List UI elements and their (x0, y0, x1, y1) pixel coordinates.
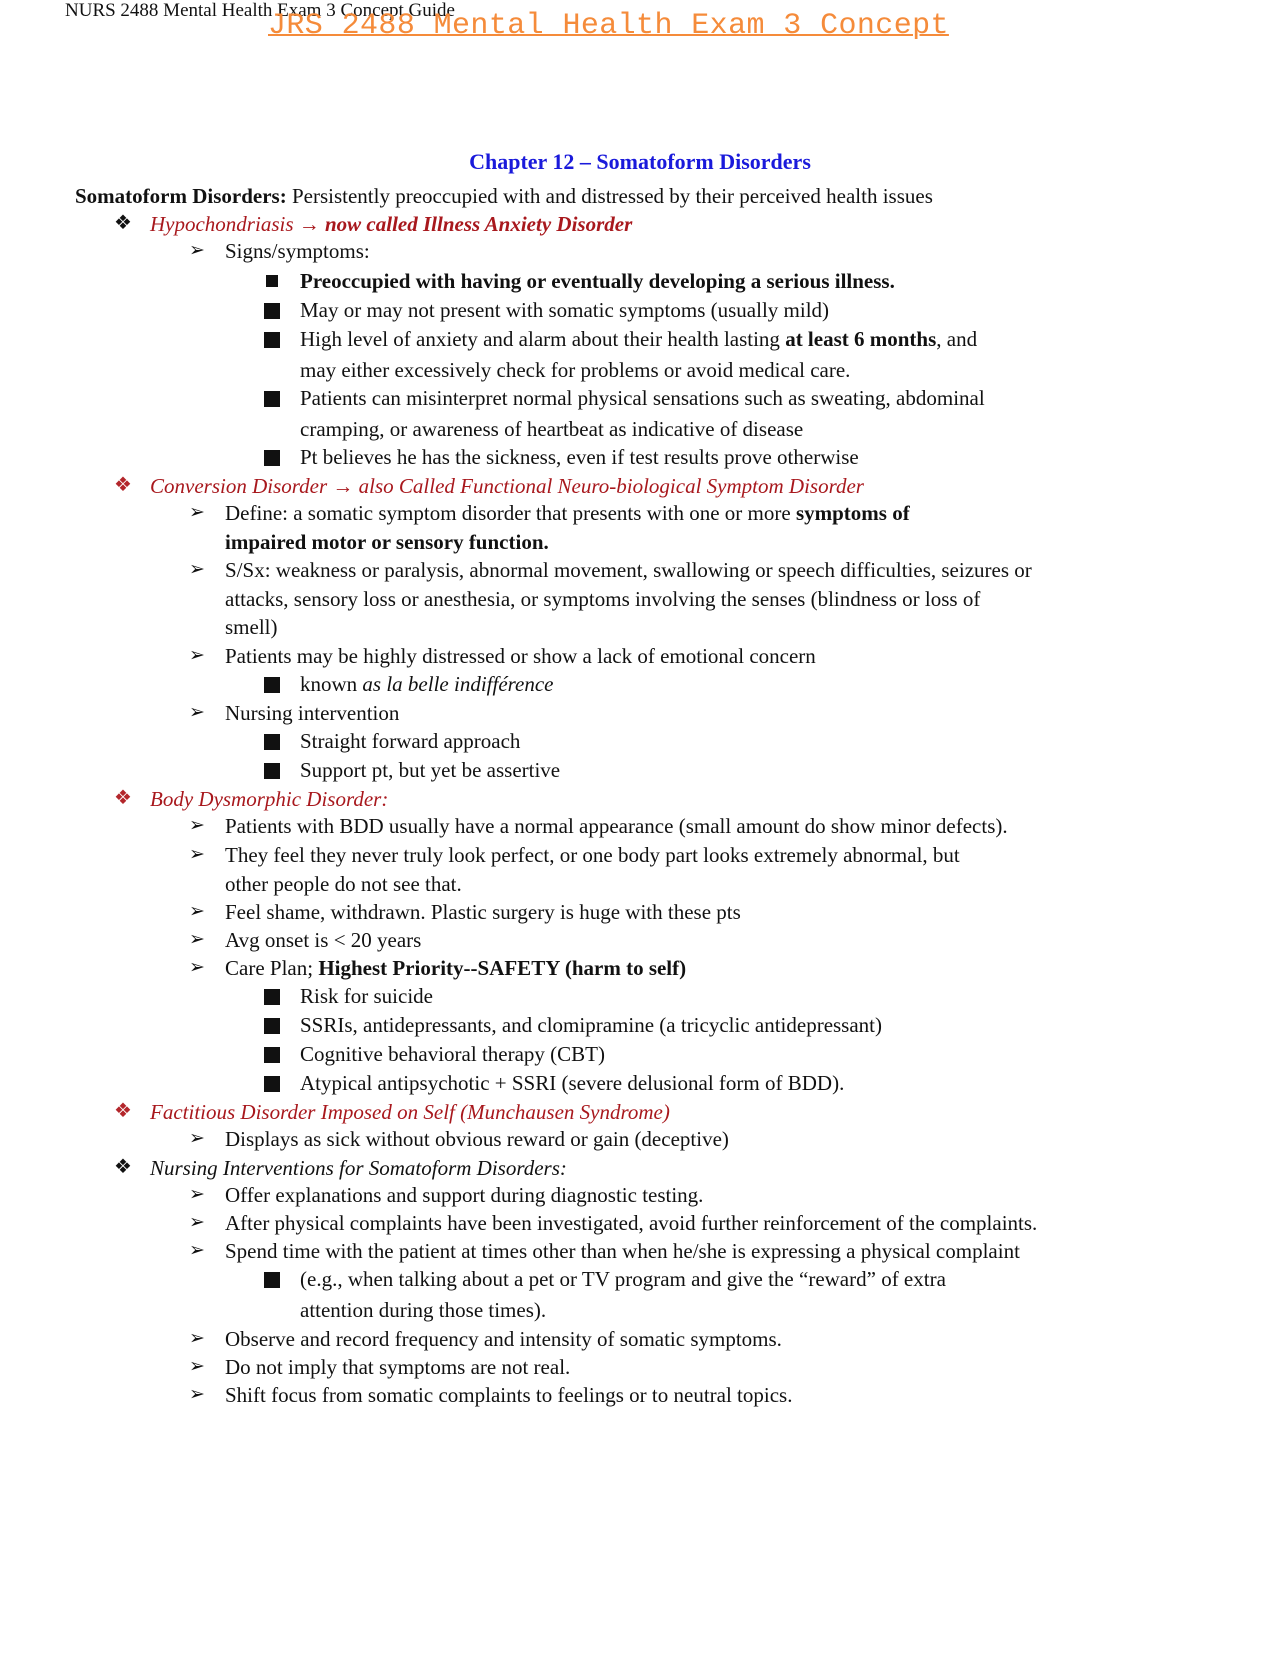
conversion-ssx-continued: attacks, sensory loss or anesthesia, or symptoms involving the senses (blindness or loss of (225, 587, 981, 611)
intervention-item: Offer explanations and support during diagnostic testing. (225, 1183, 704, 1207)
intervention-subitem: (e.g., when talking about a pet or TV program and give the “reward” of extra (300, 1267, 946, 1291)
square-bullet-icon (264, 391, 280, 407)
arrow-bullet-icon: ➢ (189, 1212, 205, 1233)
definition-text: Persistently preoccupied with and distressed by their perceived health issues (286, 184, 933, 208)
arrow-bullet-icon: ➢ (189, 502, 205, 523)
arrow-bullet-icon: ➢ (189, 702, 205, 723)
conversion-define-continued: impaired motor or sensory function. (225, 530, 549, 554)
care-plan-item: SSRIs, antidepressants, and clomipramine (a tricyclic antidepressant) (300, 1013, 883, 1037)
conversion-define: Define: a somatic symptom disorder that presents with one or more symptoms of (225, 501, 910, 525)
arrow-bullet-icon: ➢ (189, 1328, 205, 1349)
conversion-ssx: S/Sx: weakness or paralysis, abnormal movement, swallowing or speech difficulties, seizures or (225, 558, 1032, 582)
arrow-bullet-icon: ➢ (189, 957, 205, 978)
hypochondriasis-new-name: now called Illness Anxiety Disorder (325, 212, 633, 236)
intervention-item: Observe and record frequency and intensity of somatic symptoms. (225, 1327, 782, 1351)
arrow-bullet-icon: ➢ (189, 901, 205, 922)
definition-term: Somatoform Disorders: (75, 184, 287, 208)
square-bullet-icon (264, 1272, 280, 1288)
bdd-point-continued: other people do not see that. (225, 872, 462, 896)
square-bullet-icon (264, 1076, 280, 1092)
bdd-point: Avg onset is < 20 years (225, 928, 422, 952)
intervention-item: Do not imply that symptoms are not real. (225, 1355, 571, 1379)
arrow-bullet-icon: ➢ (189, 1128, 205, 1149)
arrow-bullet-icon: ➢ (189, 1184, 205, 1205)
known-as-item: known as la belle indifférence (300, 672, 554, 696)
square-bullet-icon (264, 989, 280, 1005)
square-bullet-icon (266, 275, 278, 287)
arrow-bullet-icon: ➢ (189, 559, 205, 580)
care-plan-item: Atypical antipsychotic + SSRI (severe delusional form of BDD). (300, 1071, 845, 1095)
somatoform-definition (75, 183, 933, 209)
section-title-hypochondriasis (150, 211, 632, 237)
conversion-distress: Patients may be highly distressed or show a lack of emotional concern (225, 644, 816, 668)
section-title-factitious: Factitious Disorder Imposed on Self (Munchausen Syndrome) (150, 1100, 670, 1124)
sign-item: High level of anxiety and alarm about their health lasting at least 6 months, and (300, 327, 978, 351)
square-bullet-icon (264, 734, 280, 750)
nursing-item: Support pt, but yet be assertive (300, 758, 561, 782)
bdd-point: Feel shame, withdrawn. Plastic surgery is huge with these pts (225, 900, 741, 924)
square-bullet-icon (264, 763, 280, 779)
section-title-conversion: Conversion Disorder → also Called Functional Neuro-biological Symptom Disorder (150, 474, 864, 498)
bdd-point: They feel they never truly look perfect, or one body part looks extremely abnormal, but (225, 843, 960, 867)
diamond-bullet-icon: ❖ (114, 1100, 132, 1122)
arrow-bullet-icon: ➢ (189, 815, 205, 836)
diamond-bullet-icon: ❖ (114, 1156, 132, 1178)
arrow-bullet-icon: ➢ (189, 844, 205, 865)
bdd-care-plan: Care Plan; Highest Priority--SAFETY (harm to self) (225, 956, 687, 980)
intervention-item: Spend time with the patient at times other than when he/she is expressing a physical complaint (225, 1239, 1020, 1263)
arrow-bullet-icon: ➢ (189, 1240, 205, 1261)
conversion-nursing: Nursing intervention (225, 701, 400, 725)
care-plan-item: Cognitive behavioral therapy (CBT) (300, 1042, 606, 1066)
arrow-bullet-icon: ➢ (189, 929, 205, 950)
square-bullet-icon (264, 1047, 280, 1063)
intervention-subitem-continued: attention during those times). (300, 1298, 547, 1322)
square-bullet-icon (264, 1018, 280, 1034)
arrow-bullet-icon: ➢ (189, 1384, 205, 1405)
sign-item: May or may not present with somatic symptoms (usually mild) (300, 298, 830, 322)
sign-item-continued: cramping, or awareness of heartbeat as indicative of disease (300, 417, 804, 441)
running-header: NURS 2488 Mental Health Exam 3 Concept Guide (65, 0, 455, 21)
square-bullet-icon (264, 332, 280, 348)
square-bullet-icon (264, 677, 280, 693)
document-title: JRS 2488 Mental Health Exam 3 Concept (268, 9, 949, 43)
care-plan-item: Risk for suicide (300, 984, 433, 1008)
square-bullet-icon (264, 450, 280, 466)
section-title-bdd: Body Dysmorphic Disorder: (150, 787, 389, 811)
intervention-item: After physical complaints have been investigated, avoid further reinforcement of the complaints. (225, 1211, 1038, 1235)
diamond-bullet-icon: ❖ (114, 787, 132, 809)
chapter-heading: Chapter 12 – Somatoform Disorders (469, 149, 811, 174)
square-bullet-icon (264, 303, 280, 319)
factitious-point: Displays as sick without obvious reward or gain (deceptive) (225, 1127, 729, 1151)
signs-label: Signs/symptoms: (225, 239, 370, 263)
arrow-bullet-icon: ➢ (189, 1356, 205, 1377)
sign-item: Preoccupied with having or eventually developing a serious illness. (300, 269, 895, 293)
section-title-interventions: Nursing Interventions for Somatoform Disorders: (150, 1156, 567, 1180)
nursing-item: Straight forward approach (300, 729, 521, 753)
diamond-bullet-icon: ❖ (114, 212, 132, 234)
arrow-bullet-icon: ➢ (189, 645, 205, 666)
arrow-bullet-icon: ➢ (189, 240, 205, 261)
conversion-ssx-continued: smell) (225, 615, 278, 639)
sign-item-continued: may either excessively check for problems or avoid medical care. (300, 358, 851, 382)
sign-item: Pt believes he has the sickness, even if test results prove otherwise (300, 445, 859, 469)
intervention-item: Shift focus from somatic complaints to feelings or to neutral topics. (225, 1383, 793, 1407)
bdd-point: Patients with BDD usually have a normal appearance (small amount do show minor defects). (225, 814, 1008, 838)
sign-item: Patients can misinterpret normal physical sensations such as sweating, abdominal (300, 386, 985, 410)
hypochondriasis-old-name: Hypochondriasis → (150, 212, 325, 236)
diamond-bullet-icon: ❖ (114, 474, 132, 496)
